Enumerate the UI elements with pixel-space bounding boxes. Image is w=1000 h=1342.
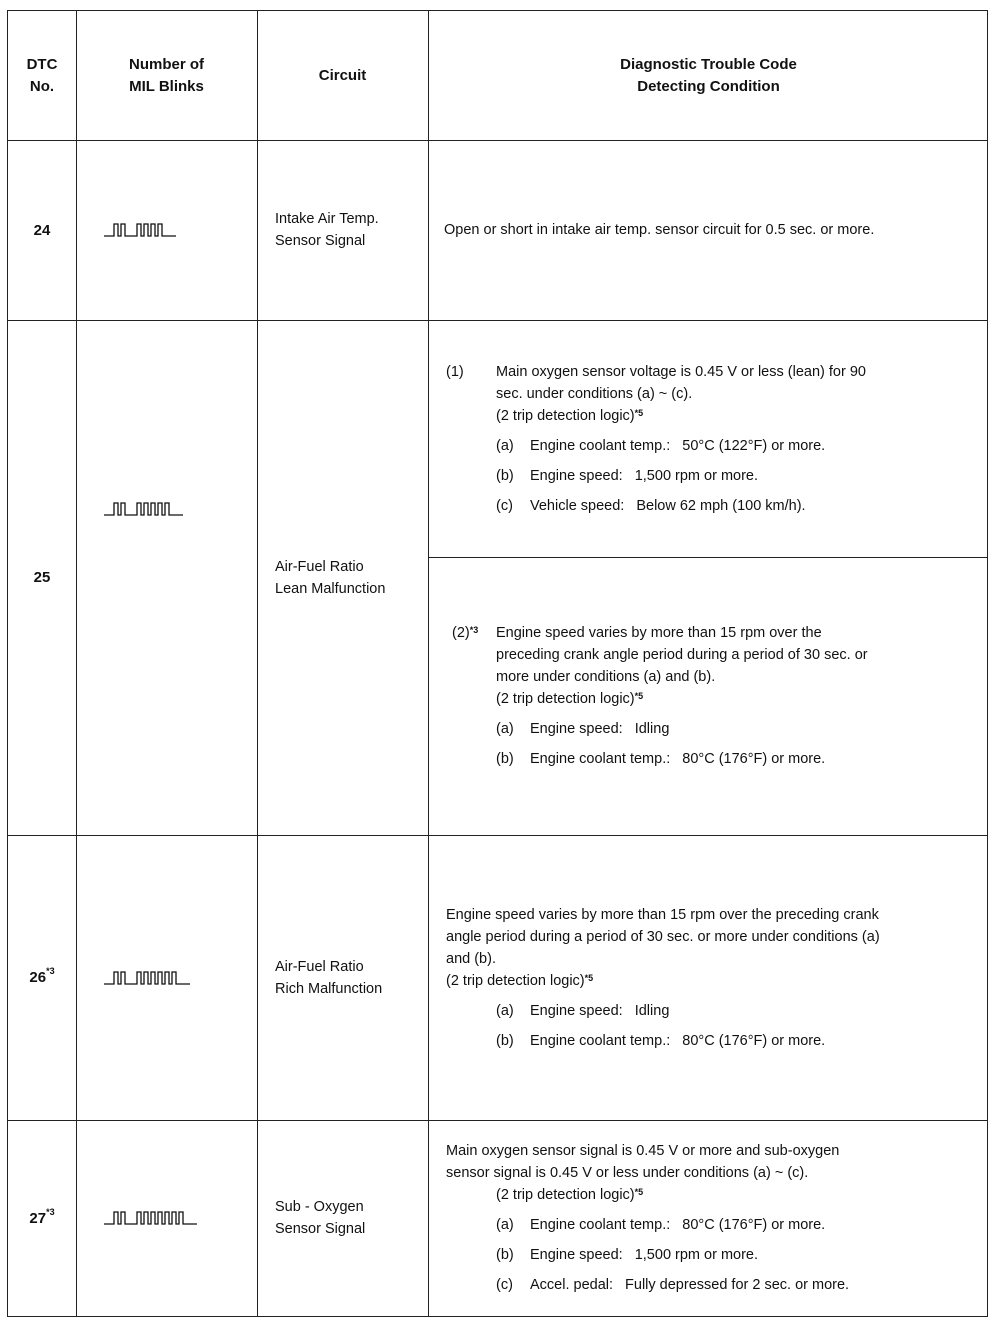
trip-logic: (2 trip detection logic) [496,691,635,707]
header-text: DTC [26,55,58,73]
item-label: (a) [496,1217,514,1233]
item-name: Engine coolant temp.: [530,751,671,767]
item-label: (a) [496,721,514,737]
item-value: 80°C (176°F) or more. [682,751,826,767]
mil-blink-pattern-icon [104,835,254,1120]
trip-logic: (2 trip detection logic) [496,407,635,424]
condition-line: Main oxygen sensor voltage is 0.45 V or less (lean) for 90 [496,363,866,380]
item-name: Engine speed: [530,467,623,484]
condition-line: Engine speed varies by more than 15 rpm over the preceding crank [446,906,879,923]
item-label: (a) [496,1002,514,1019]
trip-logic: (2 trip detection logic) [446,972,585,989]
item-value: 80°C (176°F) or more. [682,1032,826,1049]
header-condition [428,11,989,140]
footnote-mark: *5 [584,972,594,983]
footnote-mark: *3 [46,1206,55,1217]
circuit-line: Sensor Signal [275,1221,366,1237]
item-label: (c) [496,1277,513,1293]
condition-text [444,140,989,320]
blink-waveform [104,1212,197,1224]
item-name: Engine coolant temp.: [530,1032,671,1049]
circuit-line: Intake Air Temp. [275,211,379,227]
header-mil-blinks [76,11,257,140]
header-text: Circuit [318,66,367,84]
header-dtc-no [8,11,76,140]
dtc-code-26 [8,835,76,1120]
footnote-mark: *5 [634,691,644,701]
dtc-number: 24 [33,221,51,239]
header-text: Number of [129,55,204,73]
item-label: (b) [496,1032,514,1049]
condition-line: angle period during a period of 30 sec. or more under conditions (a) [446,928,880,945]
circuit-name [257,1120,428,1316]
blink-waveform [104,972,190,984]
item-value: Fully depressed for 2 sec. or more. [625,1277,850,1293]
condition-item [446,435,866,457]
circuit-line: Sensor Signal [275,233,366,249]
circuit-line: Rich Malfunction [275,980,383,997]
circuit-name [257,140,428,320]
condition-line: sec. under conditions (a) ~ (c). [496,385,693,402]
item-label: (c) [496,497,513,514]
item-value: 80°C (176°F) or more. [682,1217,826,1233]
item-name: Vehicle speed: [530,497,625,514]
footnote-mark: *3 [469,625,479,635]
item-label: (b) [496,751,514,767]
condition-text [446,1120,989,1316]
dtc-code-25 [8,320,76,835]
condition-number: (1) [446,363,464,380]
footnote-mark: *3 [46,966,55,976]
condition-item [446,465,866,487]
circuit-line: Air-Fuel Ratio [275,558,364,575]
dtc-number: 25 [33,569,51,586]
circuit-name [257,320,428,835]
dtc-table [7,10,988,1317]
condition-number: (2) [452,625,470,641]
condition-item [446,1244,849,1266]
item-value: 1,500 rpm or more. [634,467,759,484]
condition-block-1 [446,320,989,557]
item-label: (b) [496,1247,514,1263]
item-value: Idling [634,721,670,737]
condition-item [446,495,866,517]
trip-logic: (2 trip detection logic) [496,1187,635,1203]
condition-item [446,1030,880,1052]
condition-item [446,1214,849,1236]
condition-item [446,1000,880,1022]
mil-blink-pattern-icon [104,251,254,766]
item-label: (b) [496,467,514,484]
circuit-line: Lean Malfunction [275,580,386,597]
circuit-name [257,835,428,1120]
header-circuit [257,11,428,140]
condition-line: Engine speed varies by more than 15 rpm over the [496,625,822,641]
item-name: Engine speed: [530,1002,623,1019]
dtc-number: 27 [29,1209,47,1227]
circuit-line: Sub - Oxygen [275,1199,364,1215]
condition-line: more under conditions (a) and (b). [496,669,716,685]
condition-line: and (b). [446,950,496,967]
header-text: No. [29,77,55,95]
dtc-code-27 [8,1120,76,1316]
circuit-line: Air-Fuel Ratio [275,958,364,975]
footnote-mark: *5 [634,407,644,418]
footnote-mark: *5 [634,1187,644,1197]
condition-line: Open or short in intake air temp. sensor circuit for 0.5 sec. or more. [444,222,875,238]
dtc-code-24 [8,140,76,320]
blink-waveform [104,503,183,515]
item-name: Engine coolant temp.: [530,437,671,454]
condition-line: preceding crank angle period during a period of 30 sec. or [496,647,868,663]
item-name: Engine coolant temp.: [530,1217,671,1233]
condition-block-2 [452,557,989,835]
mil-blink-pattern-icon [104,1120,254,1316]
item-value: 50°C (122°F) or more. [682,437,826,454]
condition-text [446,835,989,1120]
condition-line: Main oxygen sensor signal is 0.45 V or more and sub-oxygen [446,1143,840,1159]
item-label: (a) [496,437,514,454]
condition-line: sensor signal is 0.45 V or less under conditions (a) ~ (c). [446,1165,809,1181]
blink-waveform [104,224,176,236]
header-text: MIL Blinks [129,77,204,95]
item-name: Accel. pedal: [530,1277,614,1293]
item-value: 1,500 rpm or more. [634,1247,759,1263]
item-name: Engine speed: [530,1247,623,1263]
item-value: Below 62 mph (100 km/h). [636,497,806,514]
header-text: Detecting Condition [637,77,780,95]
header-text: Diagnostic Trouble Code [620,55,797,73]
item-value: Idling [634,1002,670,1019]
condition-item [446,1274,849,1296]
condition-item [452,748,868,770]
dtc-number: 26 [29,969,47,986]
item-name: Engine speed: [530,721,623,737]
condition-item [452,718,868,740]
